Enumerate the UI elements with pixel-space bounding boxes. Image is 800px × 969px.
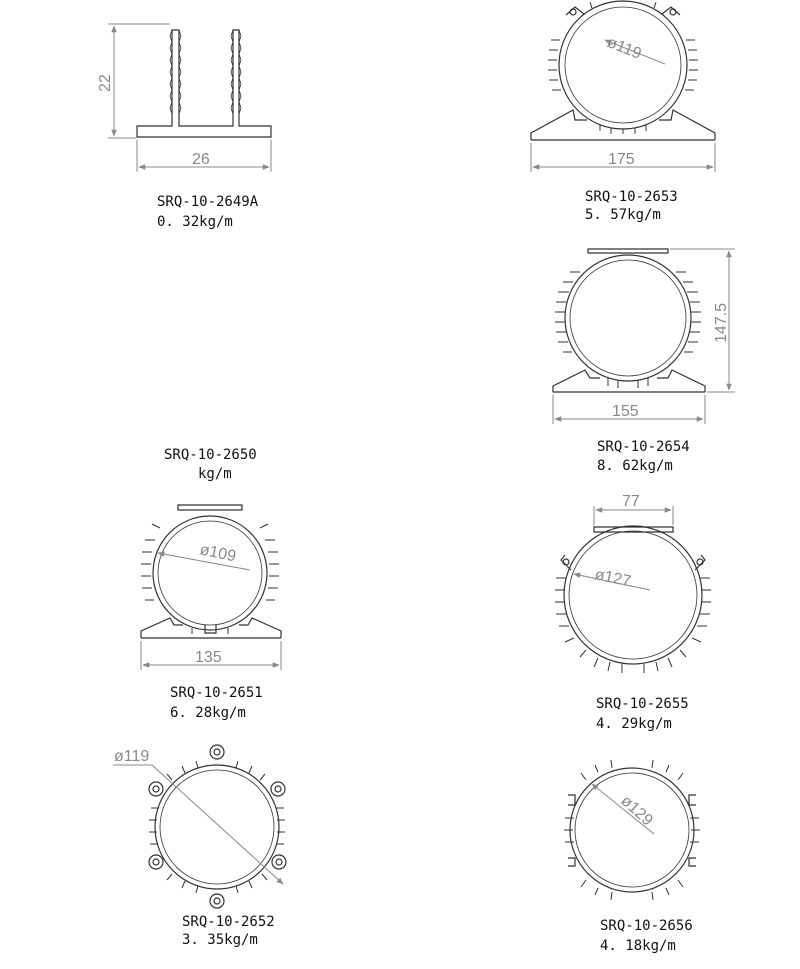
profile-2655-code: SRQ-10-2655 bbox=[596, 696, 689, 712]
profile-2652-drawing bbox=[149, 745, 286, 908]
profile-2649a-code: SRQ-10-2649A bbox=[157, 194, 259, 210]
profile-2649a-weight: 0. 32kg/m bbox=[157, 214, 233, 230]
profile-2649a-drawing bbox=[137, 30, 271, 137]
dim-2653-width: 175 bbox=[608, 151, 635, 168]
profile-2653-drawing bbox=[531, 1, 715, 140]
profile-2656-weight: 4. 18kg/m bbox=[600, 938, 676, 954]
dim-2649a-width: 26 bbox=[192, 151, 210, 168]
profile-2652-code: SRQ-10-2652 bbox=[182, 914, 275, 930]
dim-2651-diameter: ø109 bbox=[198, 541, 238, 566]
profile-2656-drawing bbox=[564, 760, 700, 900]
dim-2653-diameter: ø119 bbox=[604, 33, 644, 63]
profile-2652-weight: 3. 35kg/m bbox=[182, 932, 258, 948]
profile-2653-weight: 5. 57kg/m bbox=[585, 207, 661, 223]
profile-2650-weight: kg/m bbox=[198, 466, 232, 482]
dim-2654-height: 147.5 bbox=[713, 302, 730, 343]
dim-2654-width: 155 bbox=[612, 403, 639, 420]
profile-2654-code: SRQ-10-2654 bbox=[597, 439, 690, 455]
dim-2651-width: 135 bbox=[195, 649, 222, 666]
profile-2654-drawing bbox=[553, 249, 705, 392]
profile-2651-code: SRQ-10-2651 bbox=[170, 685, 263, 701]
profile-2650-code: SRQ-10-2650 bbox=[164, 447, 257, 463]
profile-2655-weight: 4. 29kg/m bbox=[596, 716, 672, 732]
profile-2656-code: SRQ-10-2656 bbox=[600, 918, 693, 934]
dim-2655-width: 77 bbox=[622, 493, 640, 510]
dim-2649a-height: 22 bbox=[97, 74, 114, 92]
dim-2656-diameter: ø129 bbox=[617, 792, 656, 830]
profile-2654-weight: 8. 62kg/m bbox=[597, 458, 673, 474]
profile-2654-dimensions bbox=[553, 249, 735, 424]
profile-2649a-dimensions bbox=[108, 24, 271, 172]
dim-2655-diameter: ø127 bbox=[593, 566, 633, 591]
profile-2651-drawing bbox=[141, 505, 281, 638]
dim-2652-diameter: ø119 bbox=[114, 748, 150, 765]
profile-2651-weight: 6. 28kg/m bbox=[170, 705, 246, 721]
profile-2652-dimensions bbox=[113, 765, 283, 884]
profile-2653-code: SRQ-10-2653 bbox=[585, 189, 678, 205]
profile-2655-drawing bbox=[555, 526, 711, 673]
